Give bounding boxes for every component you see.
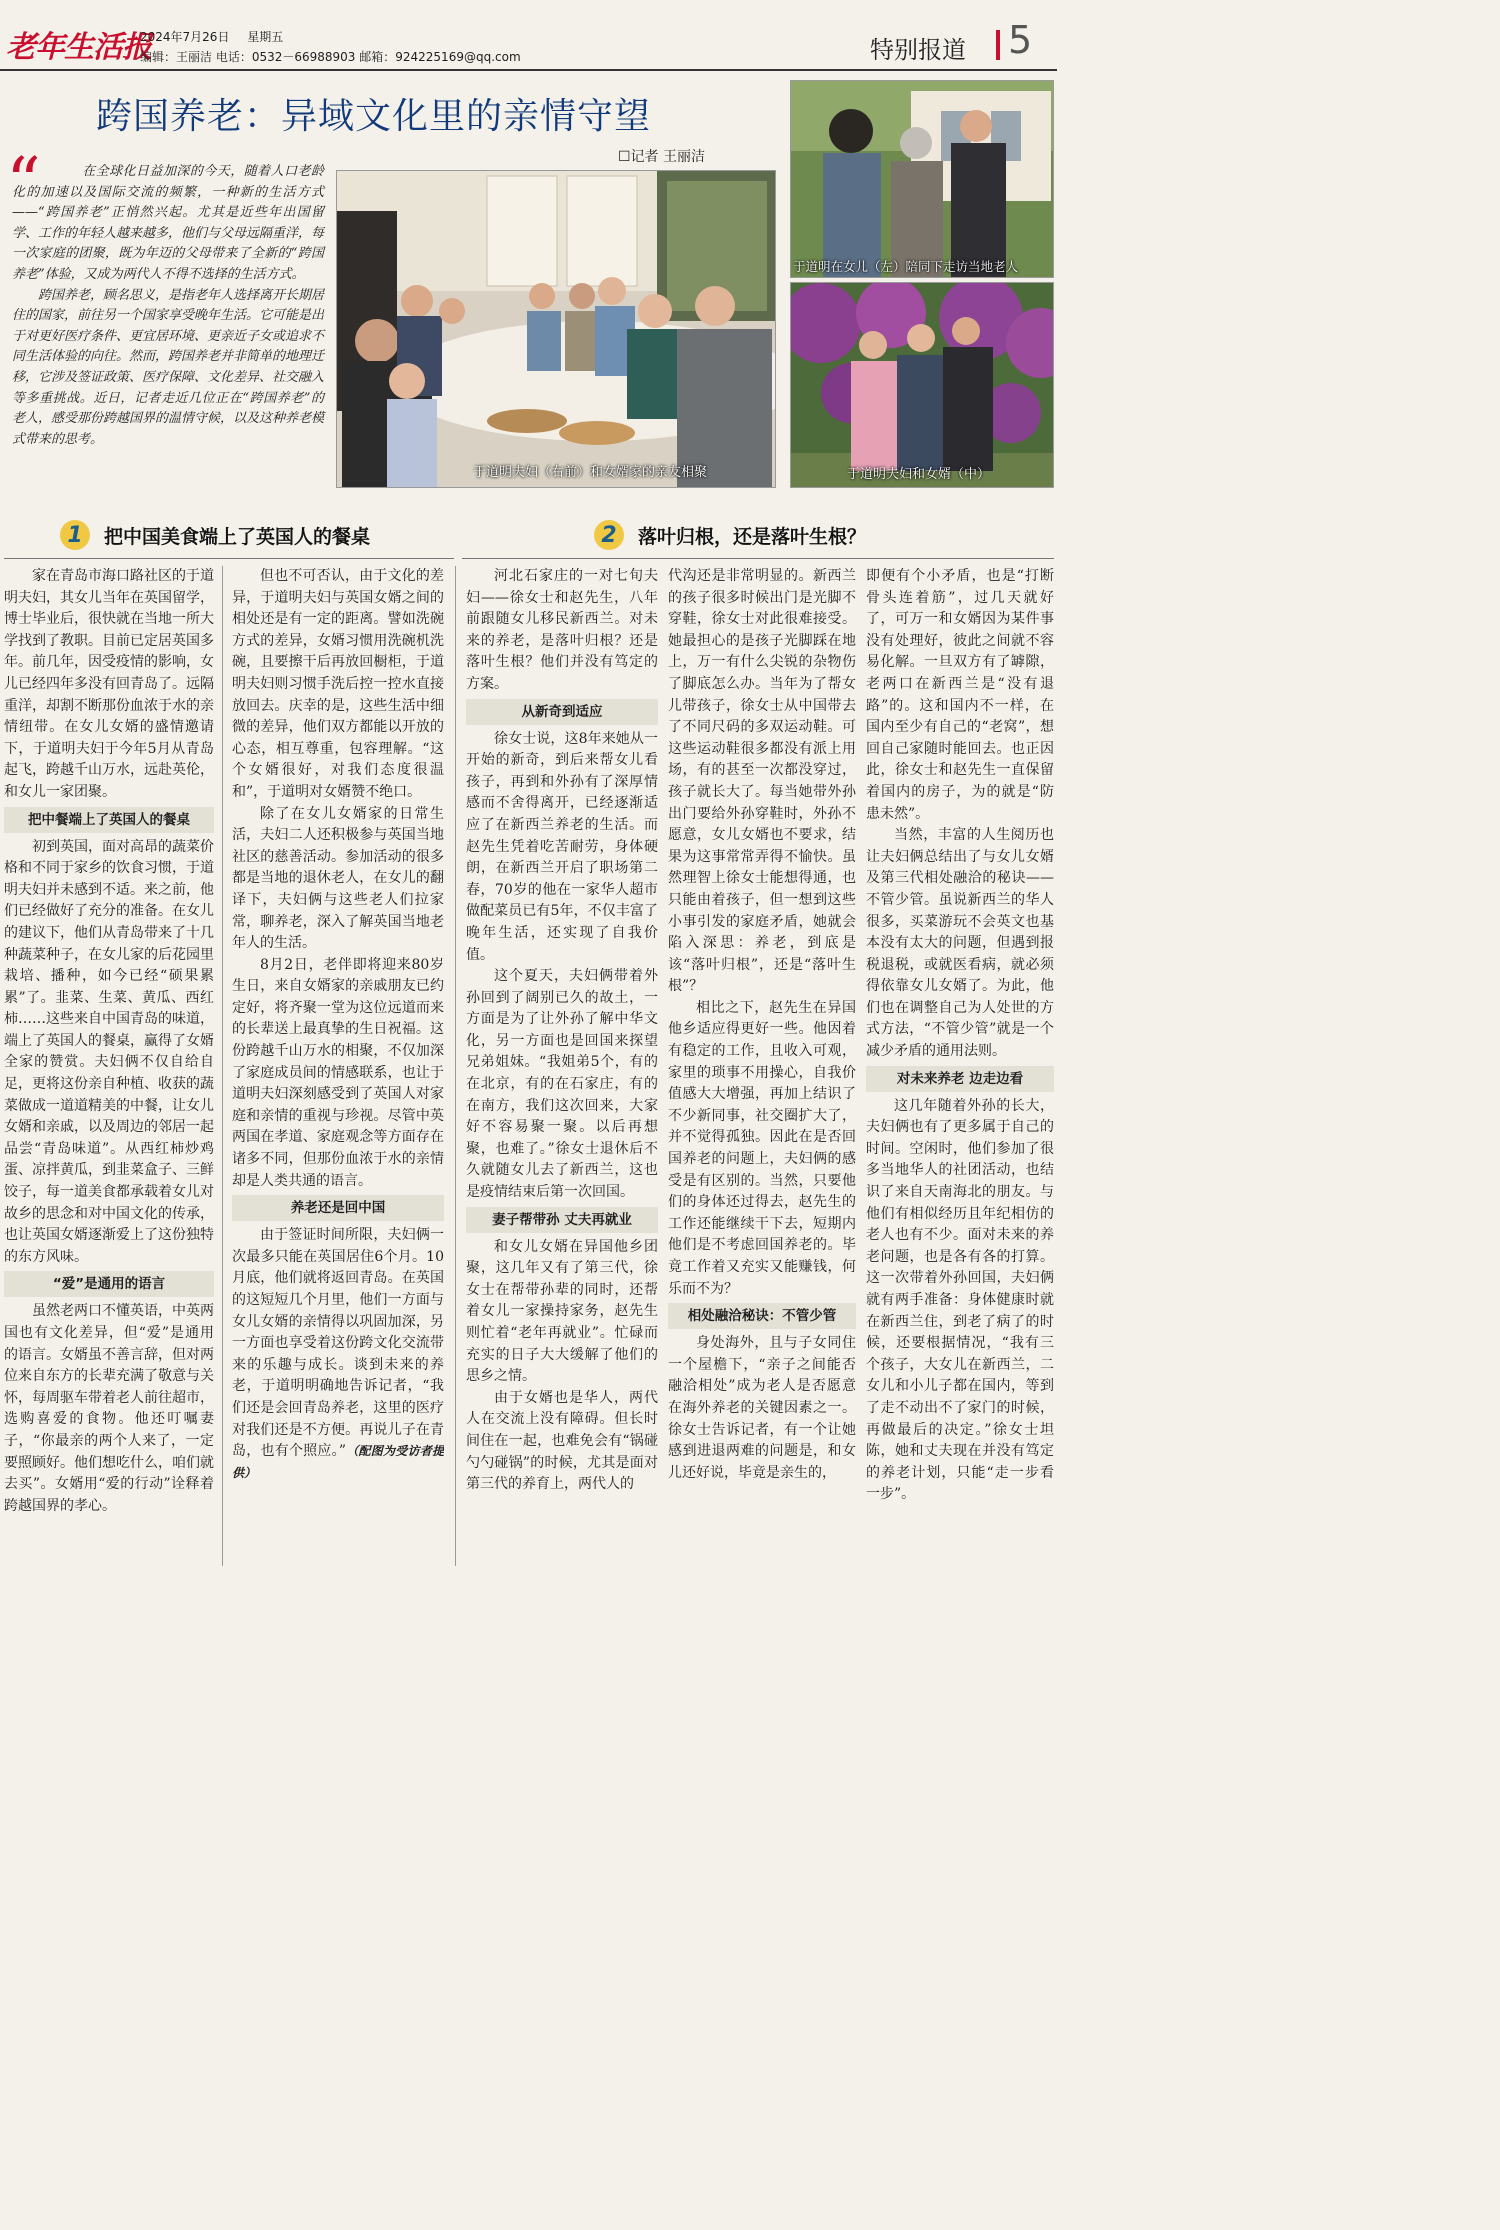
subheading: 对未来养老 边走边看 <box>866 1066 1054 1092</box>
body-paragraph <box>232 1225 444 1484</box>
body-paragraph: 由于女婿也是华人，两代人在交流上没有障碍。但长时间住在一起，也难免会有“锅碰勺勺碰锅”的时候，尤其是面对第三代的养育上，两代人的 <box>466 1389 658 1493</box>
photo-credit: （配图为受访者提供） <box>232 1444 444 1480</box>
body-paragraph: 除了在女儿女婿家的日常生活，夫妇二人还积极参与英国当地社区的慈善活动。参加活动的很多都是当地的退休老人，在女儿的翻译下，夫妇俩与这些老人们拉家常，聊养老，深入了解英国当地老年人的生活。 <box>232 805 444 952</box>
byline: ☐记者 王丽洁 <box>618 149 706 165</box>
quote-mark-icon: “ <box>6 144 41 223</box>
body-paragraph: 虽然老两口不懂英语，中英两国也有文化差异，但“爱”是通用的语言。女婿虽不善言辞，但对两位来自东方的长辈充满了敬意与关怀，每周驱车带着老人前往超市，选购喜爱的食物。他还叮嘱妻子，“你最亲的两个人来了，一定要照顾好。他们想吃什么，咱们就去买”。女婿用“爱的行动”诠释着跨越国界的孝心。 <box>4 1303 214 1514</box>
body-paragraph: 即便有个小矛盾，也是“打断骨头连着筋”，过几天就好了，可万一和女婿因为某件事没有处理好，彼此之间就不容易化解。一旦双方有了罅隙，老两口在新西兰是“没有退路”的。这和国内不一样，在国内至少有自己的“老窝”，想回自己家随时能回去。也正因此，徐女士和赵先生一直保留着国内的房子，为的就是“防患未然”。 <box>866 568 1054 822</box>
section-divider <box>996 30 1000 60</box>
body-paragraph: 8月2日，老伴即将迎来80岁生日，来自女婿家的亲戚朋友已约定好，将齐聚一堂为这位远道而来的长辈送上最真挚的生日祝福。这份跨越千山万水的相聚，不仅加深了家庭成员间的情感联系，也让于道明夫妇深刻感受到了英国人对家庭和亲情的重视与珍视。尽管中英两国在孝道、家庭观念等方面存在诸多不同，但那份血浓于水的亲情却是人类共通的语言。 <box>232 956 444 1189</box>
body-paragraph: 和女儿女婿在异国他乡团聚，这几年又有了第三代，徐女士在帮带孙辈的同时，还帮着女儿一家操持家务，赵先生则忙着“老年再就业”。忙碌而充实的日子大大缓解了他们的思乡之情。 <box>466 1238 658 1385</box>
photo-visit-elder-image <box>791 81 1054 278</box>
subheading: 从新奇到适应 <box>466 699 658 725</box>
body-paragraph: 但也不可否认，由于文化的差异，于道明夫妇与英国女婿之间的相处还是有一定的距离。譬如洗碗方式的差异，女婿习惯用洗碗机洗碗，且要擦干后再放回橱柜，于道明夫妇则习惯手洗后控一控水直接放回去。庆幸的是，这些生活中细微的差异，他们双方都能以开放的心态，相互尊重，包容理解。“这个女婿很好，对我们态度很温和”，于道明对女婿赞不绝口。 <box>232 568 444 800</box>
body-text: 由于签证时间所限，夫妇俩一次最多只能在英国居住6个月。10月底，他们就将返回青岛。在英国的这短短几个月里，他们一方面与女儿女婿的亲情得以巩固加深，另一方面也享受着这份跨文化交流带来的乐趣与成长。谈到未来的养老，于道明明确地告诉记者，“我们还是会回青岛养老，这里的医疗对我们还是不方便。再说儿子在青岛，也有个照应。” <box>232 1227 444 1460</box>
subheading: 妻子帮带孙 丈夫再就业 <box>466 1207 658 1233</box>
article-title: 跨国养老：异域文化里的亲情守望 <box>96 96 652 137</box>
section-title: 把中国美食端上了英国人的餐桌 <box>104 525 371 548</box>
photo-caption: 于道明夫妇和女婿（中） <box>847 467 991 482</box>
column-divider <box>455 566 456 1566</box>
column-4 <box>668 566 856 1570</box>
section-2-heading <box>594 518 866 552</box>
page-number: 5 <box>1008 18 1033 62</box>
section-rule <box>462 558 1054 559</box>
header-rule <box>0 69 1057 71</box>
column-5 <box>866 566 1054 1570</box>
body-paragraph: 代沟还是非常明显的。新西兰的孩子很多时候出门是光脚不穿鞋，徐女士对此很难接受。她最担心的是孩子光脚踩在地上，万一有什么尖锐的杂物伤了脚底怎么办。当年为了帮女儿带孩子，徐女士从中国带去了不同尺码的多双运动鞋。可这些运动鞋很多都没有派上用场，有的甚至一次都没穿过，孩子就长大了。每当她带外孙出门要给外孙穿鞋时，外孙不愿意，女儿女婿也不要求，结果为这事常常弄得不愉快。虽然理智上徐女士能想得通，也只能由着孩子，但一想到这些小事引发的家庭矛盾，她就会陷入深思：养老，到底是该“落叶归根”，还是“落叶生根”？ <box>668 568 856 995</box>
column-1 <box>4 566 214 1570</box>
body-paragraph: 相比之下，赵先生在异国他乡适应得更好一些。他因着有稳定的工作，且收入可观，家里的琐事不用操心，自我价值感大大增强，再加上结识了不少新同事，社交圈扩大了，并不觉得孤独。因此在是否回国养老的问题上，夫妇俩的感受是有区别的。当然，只要他们的身体还过得去，赵先生的工作还能继续干下去，短期内他们是不考虑回国养老的。毕竟工作着又充实又能赚钱，何乐而不为？ <box>668 999 856 1297</box>
column-2 <box>232 566 444 1570</box>
masthead <box>0 0 1057 70</box>
photo-caption: 于道明夫妇（右前）和女婿家的亲友相聚 <box>473 465 708 480</box>
section-name: 特别报道 <box>870 36 966 64</box>
body-paragraph: 这个夏天，夫妇俩带着外孙回到了阔别已久的故土，一方面是为了让外孙了解中华文化，另一方面也是回国来探望兄弟姐妹。“我姐弟5个，有的在北京，有的在石家庄，有的在南方，我们这次回来，大家好不容易聚一聚。以后再想聚，也难了。”徐女士退休后不久就随女儿去了新西兰，这也是疫情结束后第一次回国。 <box>466 968 658 1201</box>
photo-family-dinner <box>336 170 776 488</box>
photo-couple-image <box>791 283 1054 488</box>
section-1-heading <box>60 518 370 552</box>
subheading: 相处融洽秘诀：不管少管 <box>668 1303 856 1329</box>
newspaper-logo: 老年生活报 <box>6 30 151 65</box>
photo-caption: 于道明在女儿（左）陪同下走访当地老人 <box>793 259 1019 274</box>
subheading: 养老还是回中国 <box>232 1195 444 1221</box>
section-number-badge: 2 <box>594 520 624 550</box>
section-number-badge: 1 <box>60 520 90 550</box>
editor-contact: 编辑：王丽洁 电话：0532－66988903 邮箱：924225169@qq.com <box>140 50 521 64</box>
column-3 <box>466 566 658 1570</box>
body-paragraph: 初到英国，面对高昂的蔬菜价格和不同于家乡的饮食习惯，于道明夫妇并未感到不适。来之前，他们已经做好了充分的准备。在女儿的建议下，他们从青岛带来了十几种蔬菜种子，在女儿家的后花园里栽培、播种，如今已经“硕果累累”了。韭菜、生菜、黄瓜、西红柿……这些来自中国青岛的味道，端上了英国人的餐桌，赢得了女婿全家的赞赏。夫妇俩不仅自给自足，更将这份亲自种植、收获的蔬菜做成一道道精美的中餐，让女儿女婿和亲戚，以及周边的邻居一起品尝“青岛味道”。从西红柿炒鸡蛋、凉拌黄瓜，到韭菜盒子、三鲜饺子，每一道美食都承载着女儿对故乡的思念和对中国文化的传承，也让英国女婿逐渐爱上了这份独特的东方风味。 <box>4 838 214 1265</box>
subheading: “爱”是通用的语言 <box>4 1271 214 1297</box>
body-paragraph: 身处海外，且与子女同住一个屋檐下，“亲子之间能否融洽相处”成为老人是否愿意在海外养老的关键因素之一。徐女士告诉记者，有一个让她感到进退两难的问题是，和女儿还好说，毕竟是亲生的， <box>668 1335 856 1481</box>
body-paragraph: 河北石家庄的一对七旬夫妇——徐女士和赵先生，八年前跟随女儿移民新西兰。对未来的养老，是落叶归根？还是落叶生根？他们并没有笃定的方案。 <box>466 568 658 692</box>
subheading: 把中餐端上了英国人的餐桌 <box>4 807 214 833</box>
date-line <box>140 28 297 45</box>
photo-visit-elder <box>790 80 1054 278</box>
issue-date: 2024年7月26日 <box>140 30 230 44</box>
body-paragraph: 家在青岛市海口路社区的于道明夫妇，其女儿当年在英国留学，博士毕业后，很快就在当地一所大学找到了教职。目前已定居英国多年。前几年，因受疫情的影响，女儿已经四年多没有回青岛了。远隔重洋，却割不断那份血浓于水的亲情纽带。在女儿女婿的盛情邀请下，于道明夫妇于今年5月从青岛起飞，跨越千山万水，远赴英伦，和女儿一家团聚。 <box>4 568 214 800</box>
section-title: 落叶归根，还是落叶生根？ <box>638 525 867 548</box>
lead-paragraph: 在全球化日益加深的今天，随着人口老龄化的加速以及国际交流的频繁，一种新的生活方式——“跨国养老”正悄然兴起。尤其是近些年出国留学、工作的年轻人越来越多，他们与父母远隔重洋，每一次家庭的团聚，既为年迈的父母带来了全新的“跨国养老”体验，又成为两代人不得不选择的生活方式。 <box>12 164 325 282</box>
body-paragraph: 当然，丰富的人生阅历也让夫妇俩总结出了与女儿女婿及第三代相处融洽的秘诀——不管少管。虽说新西兰的华人很多，买菜游玩不会英文也基本没有太大的问题，但遇到报税退税，或就医看病，就必须得依靠女儿女婿了。为此，他们也在调整自己为人处世的方式方法，“不管少管”就是一个减少矛盾的通用法则。 <box>866 827 1054 1060</box>
photo-couple-son-in-law <box>790 282 1054 488</box>
lead-paragraph: 跨国养老，顾名思义，是指老年人选择离开长期居住的国家，前往另一个国家享受晚年生活。它可能是出于对更好医疗条件、更宜居环境、更亲近子女或追求不同生活体验的向往。然而，跨国养老并非简单的地理迁移，它涉及签证政策、医疗保障、文化差异、社交融入等多重挑战。近日，记者走近几位正在“跨国养老”的老人，感受那份跨越国界的温情守候，以及这种养老模式带来的思考。 <box>12 287 325 447</box>
issue-weekday: 星期五 <box>247 30 284 44</box>
body-paragraph: 这几年随着外孙的长大，夫妇俩也有了更多属于自己的时间。空闲时，他们参加了很多当地华人的社团活动，也结识了来自天南海北的朋友。与他们有相似经历且年纪相仿的老人也有不少。面对未来的养老问题，也是各有各的打算。这一次带着外孙回国，夫妇俩就有两手准备：身体健康时就在新西兰住，到老了病了的时候，还要根据情况，“我有三个孩子，大女儿在新西兰，二女儿和小儿子都在国内，等到了走不动出不了家门的时候，再做最后的决定。”徐女士坦陈，她和丈夫现在并没有笃定的养老计划，只能“走一步看一步”。 <box>866 1097 1054 1503</box>
article-lead <box>12 162 324 450</box>
body-paragraph: 徐女士说，这8年来她从一开始的新奇，到后来帮女儿看孩子，再到和外孙有了深厚情感而不舍得离开，已经逐渐适应了在新西兰养老的生活。而赵先生凭着吃苦耐劳，身体硬朗，在新西兰开启了职场第二春，70岁的他在一家华人超市做配菜员已有5年，不仅丰富了晚年生活，还实现了自我价值。 <box>466 730 658 963</box>
photo-family-dinner-image <box>337 171 776 488</box>
section-rule <box>4 558 454 559</box>
column-divider <box>222 566 223 1566</box>
